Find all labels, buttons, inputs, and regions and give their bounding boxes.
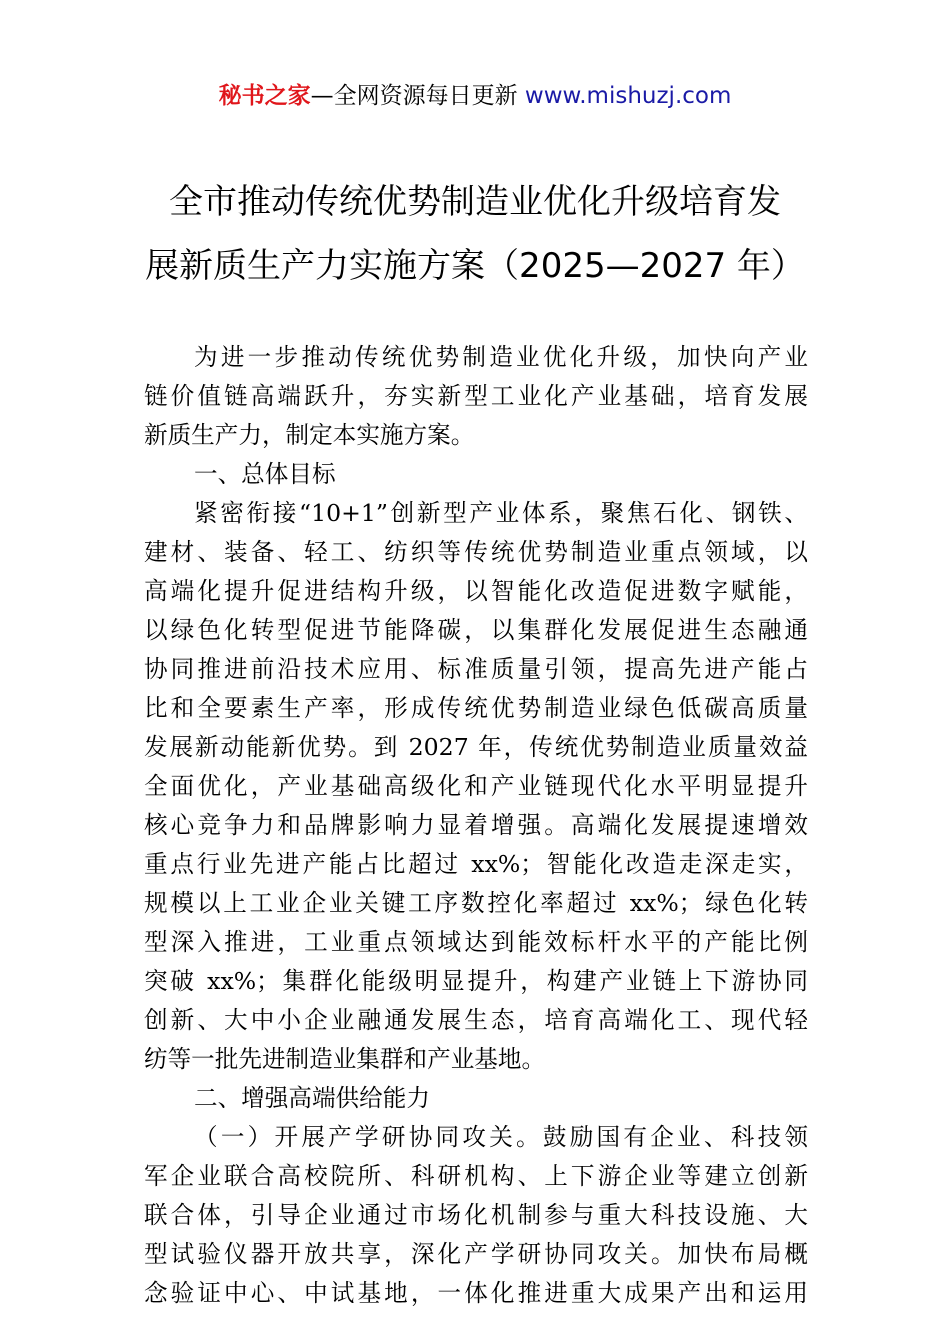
site-header — [0, 80, 950, 112]
body-line: 链价值链高端跃升，夯实新型工业化产业基础，培育发展 — [144, 382, 808, 410]
body-line: 核心竞争力和品牌影响力显着增强。高端化发展提速增效 — [144, 811, 808, 839]
body-line: 协同推进前沿技术应用、标准质量引领，提高先进产能占 — [144, 655, 808, 683]
body-line: 联合体，引导企业通过市场化机制参与重大科技设施、大 — [144, 1201, 808, 1229]
body-line: 纺等一批先进制造业集群和产业基地。 — [144, 1045, 546, 1073]
body-line: 比和全要素生产率，形成传统优势制造业绿色低碳高质量 — [144, 694, 808, 722]
body-line: （一）开展产学研协同攻关。鼓励国有企业、科技领 — [194, 1123, 808, 1151]
body-line: 军企业联合高校院所、科研机构、上下游企业等建立创新 — [144, 1162, 808, 1190]
body-line: 紧密衔接“10+1”创新型产业体系，聚焦石化、钢铁、 — [194, 499, 808, 527]
title-line-2: 展新质生产力实施方案（2025—2027 年） — [145, 246, 805, 286]
body-line: 以绿色化转型促进节能降碳，以集群化发展促进生态融通 — [144, 616, 808, 644]
body-line: 发展新动能新优势。到 2027 年，传统优势制造业质量效益 — [144, 733, 808, 761]
body-line: 创新、大中小企业融通发展生态，培育高端化工、现代轻 — [144, 1006, 808, 1034]
site-url-link[interactable]: www.mishuzj.com — [524, 83, 732, 109]
site-brand: 秘书之家 — [218, 83, 311, 109]
title-line-1: 全市推动传统优势制造业优化升级培育发 — [169, 182, 781, 222]
document-title — [130, 170, 820, 298]
body-line: 高端化提升促进结构升级，以智能化改造促进数字赋能， — [144, 577, 808, 605]
body-line: 建材、装备、轻工、纺织等传统优势制造业重点领域，以 — [144, 538, 808, 566]
body-line: 念验证中心、中试基地，一体化推进重大成果产出和运用 — [144, 1279, 808, 1307]
body-line: 规模以上工业企业关键工序数控化率超过 xx%；绿色化转 — [144, 889, 808, 917]
body-line: 为进一步推动传统优势制造业优化升级，加快向产业 — [194, 343, 808, 371]
body-line: 一、总体目标 — [194, 460, 336, 488]
body-line: 型深入推进，工业重点领域达到能效标杆水平的产能比例 — [144, 928, 808, 956]
document-body — [144, 338, 808, 1313]
body-line: 全面优化，产业基础高级化和产业链现代化水平明显提升 — [144, 772, 808, 800]
body-line: 突破 xx%；集群化能级明显提升，构建产业链上下游协同 — [144, 967, 808, 995]
body-line: 新质生产力，制定本实施方案。 — [144, 421, 475, 449]
site-slogan: —全网资源每日更新 — [310, 83, 518, 109]
body-line: 型试验仪器开放共享，深化产学研协同攻关。加快布局概 — [144, 1240, 808, 1268]
body-line: 二、增强高端供给能力 — [194, 1084, 430, 1112]
body-line: 重点行业先进产能占比超过 xx%；智能化改造走深走实， — [144, 850, 808, 878]
